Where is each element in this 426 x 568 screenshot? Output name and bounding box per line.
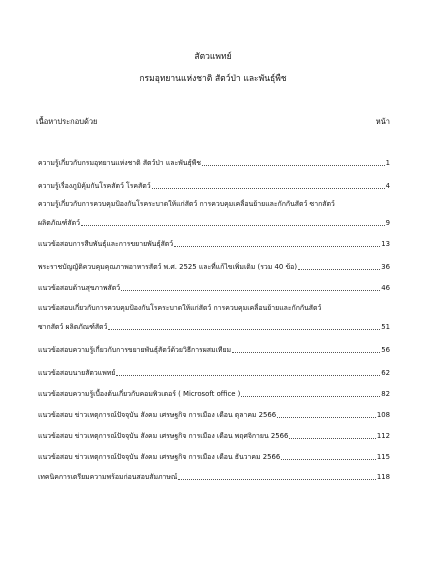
toc-entry-text: ซากสัตว์ ผลิตภัณฑ์สัตว์ — [38, 323, 108, 331]
toc-page-number: 82 — [381, 390, 390, 398]
toc-entry-text: แนวข้อสอบการสืบพันธุ์และการขยายพันธุ์สัตว์ — [38, 240, 174, 248]
toc-page-number: 56 — [381, 346, 390, 354]
toc-entry — [38, 239, 390, 249]
toc-entry — [38, 389, 390, 399]
toc-entry-text: พระราชบัญญัติควบคุมคุณภาพอาหารสัตว์ พ.ศ. 2525 และที่แก้ไขเพิ่มเติม (รวม 40 ข้อ) — [38, 263, 298, 271]
toc-dot-leader — [298, 269, 380, 270]
toc-page-number: 9 — [385, 219, 390, 227]
toc-entry-text: ผลิตภัณฑ์สัตว์ — [38, 219, 80, 227]
toc-entry-row — [38, 472, 390, 482]
toc-entry-text: ความรู้เกี่ยวกับกรมอุทยานแห่งชาติ สัตว์ป่า และพันธุ์พืช — [38, 159, 201, 167]
toc-dot-leader — [241, 396, 380, 397]
toc-dot-leader — [152, 188, 385, 189]
toc-entry-text: แนวข้อสอบความรู้เกี่ยวกับการขยายพันธุ์สัตว์ด้วยวิธีการผสมเทียม — [38, 346, 232, 354]
toc-dot-leader — [277, 417, 376, 418]
toc-entry-text: แนวข้อสอบ ข่าวเหตุการณ์ปัจจุบัน สังคม เศรษฐกิจ การเมือง เดือน ตุลาคม 2566 — [38, 411, 277, 419]
toc-dot-leader — [232, 352, 380, 353]
toc-entry — [38, 262, 390, 272]
toc-entry-text: แนวข้อสอบความรู้เบื้องต้นเกี่ยวกับคอมพิวเตอร์ ( Microsoft office ) — [38, 390, 241, 398]
toc-page-number: 112 — [376, 432, 390, 440]
toc-page-number: 108 — [376, 411, 390, 419]
toc-page-number: 36 — [381, 263, 390, 271]
toc-entry-row — [38, 239, 390, 249]
toc-entry-text: แนวข้อสอบ ข่าวเหตุการณ์ปัจจุบัน สังคม เศรษฐกิจ การเมือง เดือน ธันวาคม 2566 — [38, 453, 281, 461]
toc-entry-row — [38, 262, 390, 272]
toc-entry-text: แนวข้อสอบ ข่าวเหตุการณ์ปัจจุบัน สังคม เศรษฐกิจ การเมือง เดือน พฤศจิกายน 2566 — [38, 432, 289, 440]
toc-page-number: 62 — [381, 369, 390, 377]
toc-entry — [38, 452, 390, 462]
toc-dot-leader — [108, 329, 380, 330]
toc-entry — [38, 181, 390, 191]
toc-entry-text: แนวข้อสอบเกี่ยวกับการควบคุมป้องกันโรคระบาดให้แก่สัตว์ การควบคุมเคลื่อนย้ายและกักกันสัตว์ — [38, 304, 322, 312]
toc-dot-leader — [174, 246, 380, 247]
toc-entry-row — [38, 452, 390, 462]
toc-page-number: 13 — [381, 240, 390, 248]
table-of-contents — [38, 0, 390, 568]
toc-dot-leader — [178, 479, 376, 480]
toc-entry — [38, 472, 390, 482]
toc-entry-row — [38, 158, 390, 168]
toc-page-number: 118 — [376, 473, 390, 481]
toc-entry — [38, 283, 390, 293]
toc-dot-leader — [289, 438, 375, 439]
toc-entry — [38, 431, 390, 441]
toc-entry — [38, 303, 390, 332]
toc-entry-row — [38, 389, 390, 399]
toc-page-number: 46 — [381, 284, 390, 292]
toc-entry-row — [38, 181, 390, 191]
toc-dot-leader — [202, 165, 385, 166]
toc-entry — [38, 158, 390, 168]
toc-entry — [38, 199, 390, 228]
toc-dot-leader — [281, 459, 376, 460]
toc-dot-leader — [81, 225, 385, 226]
toc-page-number: 4 — [385, 182, 390, 190]
toc-entry — [38, 368, 390, 378]
toc-entry — [38, 410, 390, 420]
toc-page-number: 115 — [376, 453, 390, 461]
page-subtitle: กรมอุทยานแห่งชาติ สัตว์ป่า และพันธุ์พืช — [139, 74, 287, 84]
toc-entry-text: ความรู้เรื่องภูมิคุ้มกันโรคสัตว์ โรคสัตว์ — [38, 182, 151, 190]
toc-header-page: หน้า — [375, 117, 390, 126]
toc-page-number: 51 — [381, 323, 390, 331]
toc-header-contents: เนื้อหาประกอบด้วย — [36, 117, 98, 126]
toc-entry-text: แนวข้อสอบด้านสุขภาพสัตว์ — [38, 284, 121, 292]
toc-entry-row — [38, 368, 390, 378]
page-title: สัตวแพทย์ — [194, 52, 232, 62]
toc-entry-text: ความรู้เกี่ยวกับการควบคุมป้องกันโรคระบาดให้แก่สัตว์ การควบคุมเคลื่อนย้ายและกักกันสัตว์ ซากสัตว์ — [38, 200, 335, 208]
toc-entry-row — [38, 218, 390, 228]
toc-entry-row — [38, 431, 390, 441]
toc-dot-leader — [121, 290, 380, 291]
toc-entry-row — [38, 283, 390, 293]
toc-entry-row — [38, 322, 390, 332]
toc-entry-row — [38, 410, 390, 420]
toc-entry-text: แนวข้อสอบนายสัตวแพทย์ — [38, 369, 116, 377]
toc-entry — [38, 345, 390, 355]
toc-page-number: 1 — [385, 159, 390, 167]
toc-entry-text: เทคนิคการเตรียมความพร้อมก่อนสอบสัมภาษณ์ — [38, 473, 178, 481]
toc-entry-row — [38, 345, 390, 355]
toc-dot-leader — [116, 375, 380, 376]
